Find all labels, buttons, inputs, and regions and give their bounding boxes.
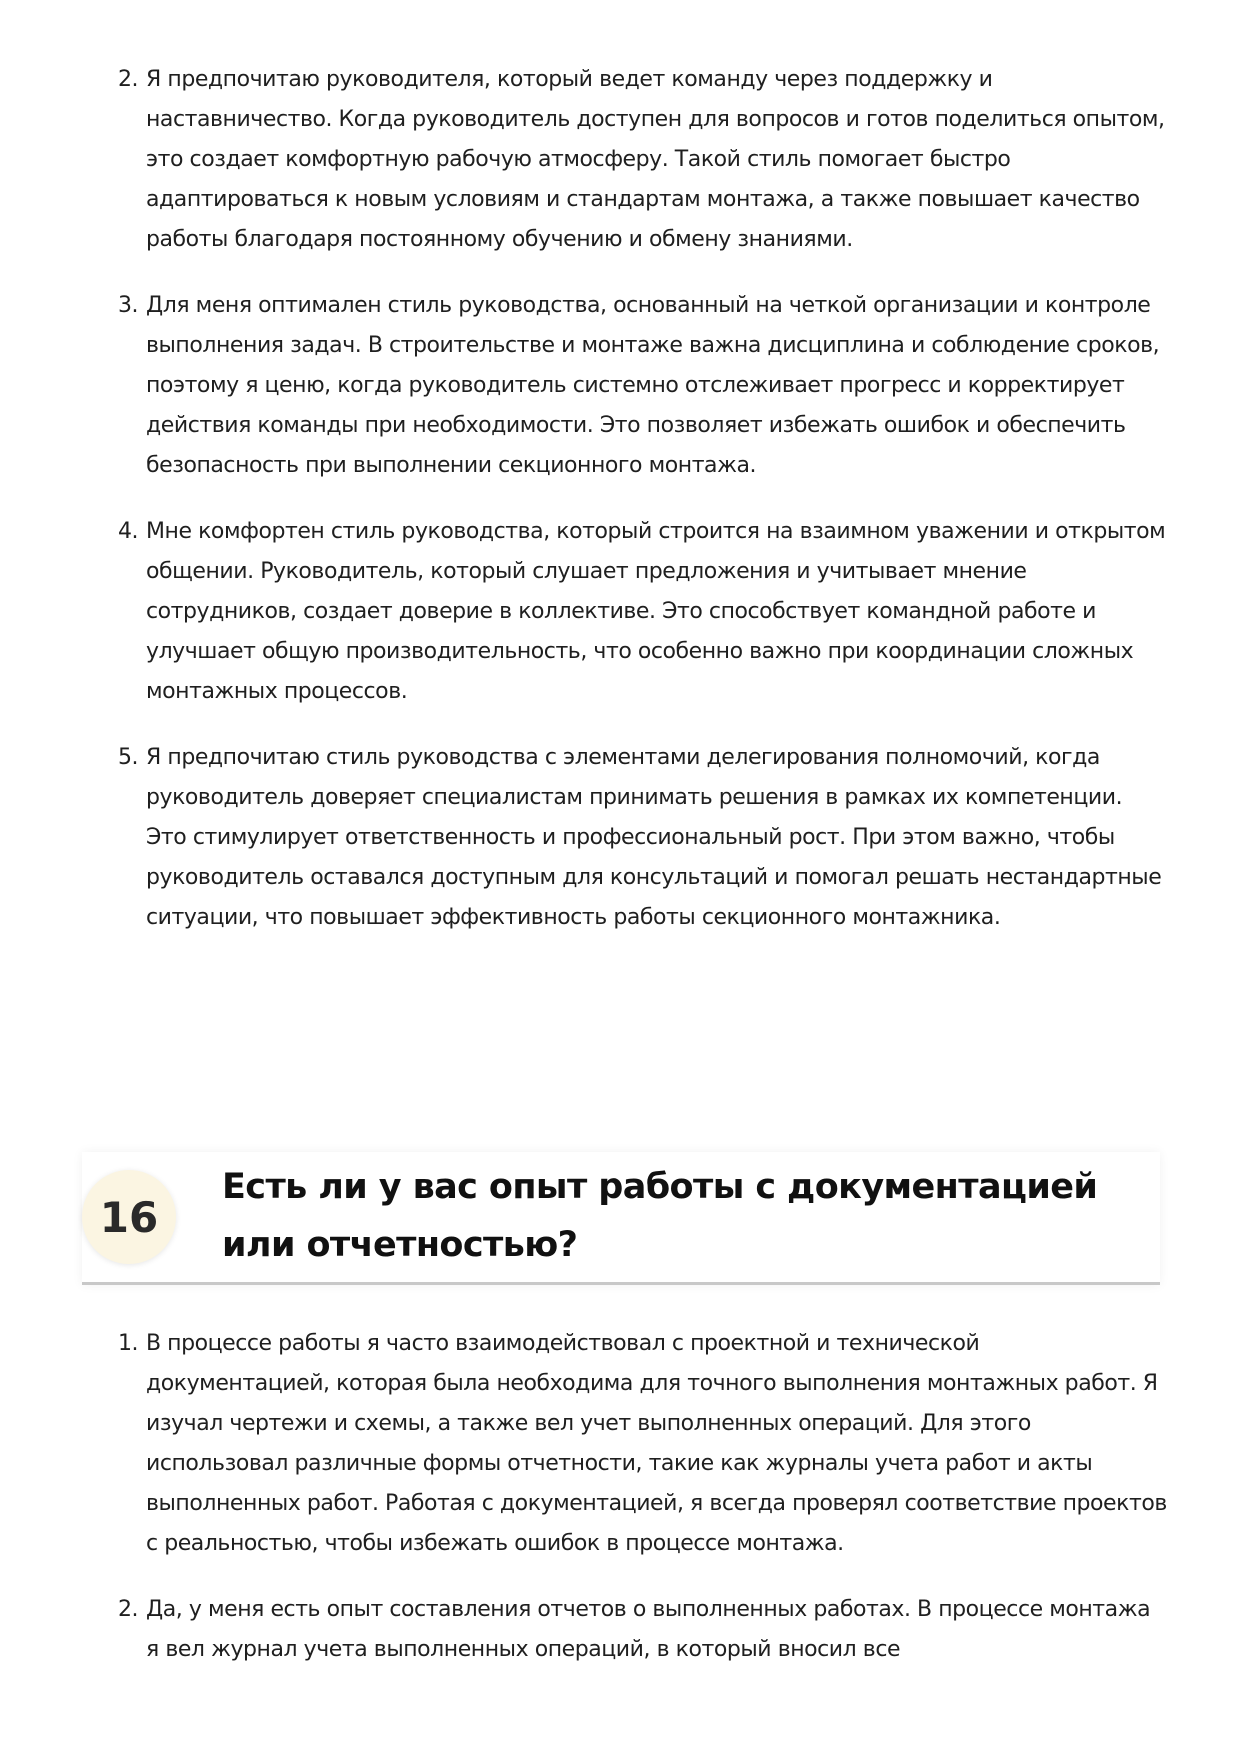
answer-list-previous [118,60,1168,964]
list-item [118,512,1168,712]
list-item [118,60,1168,260]
list-item [118,1590,1168,1670]
list-item-number: 3. [118,293,139,318]
list-item-text: Да, у меня есть опыт составления отчетов о выполненных работах. В процессе монтажа я вел журнал учета выполненных операций, в который вносил все [146,1597,1151,1662]
list-item-number: 2. [118,67,139,92]
list-item-text: В процессе работы я часто взаимодействовал с проектной и технической документацией, которая была необходима для точного выполнения монтажных работ. Я изучал чертежи и схемы, а также вел учет выполненных операций. Для этого использовал различные формы отчетности, такие как журналы учета работ и акты выполненных работ. Работая с документацией, я всегда проверял соответствие проектов с реальностью, чтобы избежать ошибок в процессе монтажа. [146,1331,1167,1556]
list-item-text: Для меня оптимален стиль руководства, основанный на четкой организации и контроле выполнения задач. В строительстве и монтаже важна дисциплина и соблюдение сроков, поэтому я ценю, когда руководитель системно отслеживает прогресс и корректирует действия команды при необходимости. Это позволяет избежать ошибок и обеспечить безопасность при выполнении секционного монтажа. [146,293,1160,478]
list-item-text: Мне комфортен стиль руководства, который строится на взаимном уважении и открытом общении. Руководитель, который слушает предложения и учитывает мнение сотрудников, создает доверие в коллективе. Это способствует командной работе и улучшает общую производительность, что особенно важно при координации сложных монтажных процессов. [146,519,1166,704]
list-item-number: 5. [118,745,139,770]
answer-list-current [118,1324,1168,1696]
list-item-number: 1. [118,1331,139,1356]
list-item [118,1324,1168,1564]
question-number-badge: 16 [82,1170,176,1264]
list-item [118,738,1168,938]
list-item-number: 2. [118,1597,139,1622]
list-item [118,286,1168,486]
question-title: Есть ли у вас опыт работы с документацией или отчетностью? [222,1167,1098,1265]
list-item-text: Я предпочитаю стиль руководства с элементами делегирования полномочий, когда руководитель доверяет специалистам принимать решения в рамках их компетенции. Это стимулирует ответственность и профессиональный рост. При этом важно, чтобы руководитель оставался доступным для консультаций и помогал решать нестандартные ситуации, что повышает эффективность работы секционного монтажника. [146,745,1162,930]
question-header [82,1152,1160,1285]
list-item-text: Я предпочитаю руководителя, который ведет команду через поддержку и наставничество. Когда руководитель доступен для вопросов и готов поделиться опытом, это создает комфортную рабочую атмосферу. Такой стиль помогает быстро адаптироваться к новым условиям и стандартам монтажа, а также повышает качество работы благодаря постоянному обучению и обмену знаниями. [146,67,1165,252]
list-item-number: 4. [118,519,139,544]
